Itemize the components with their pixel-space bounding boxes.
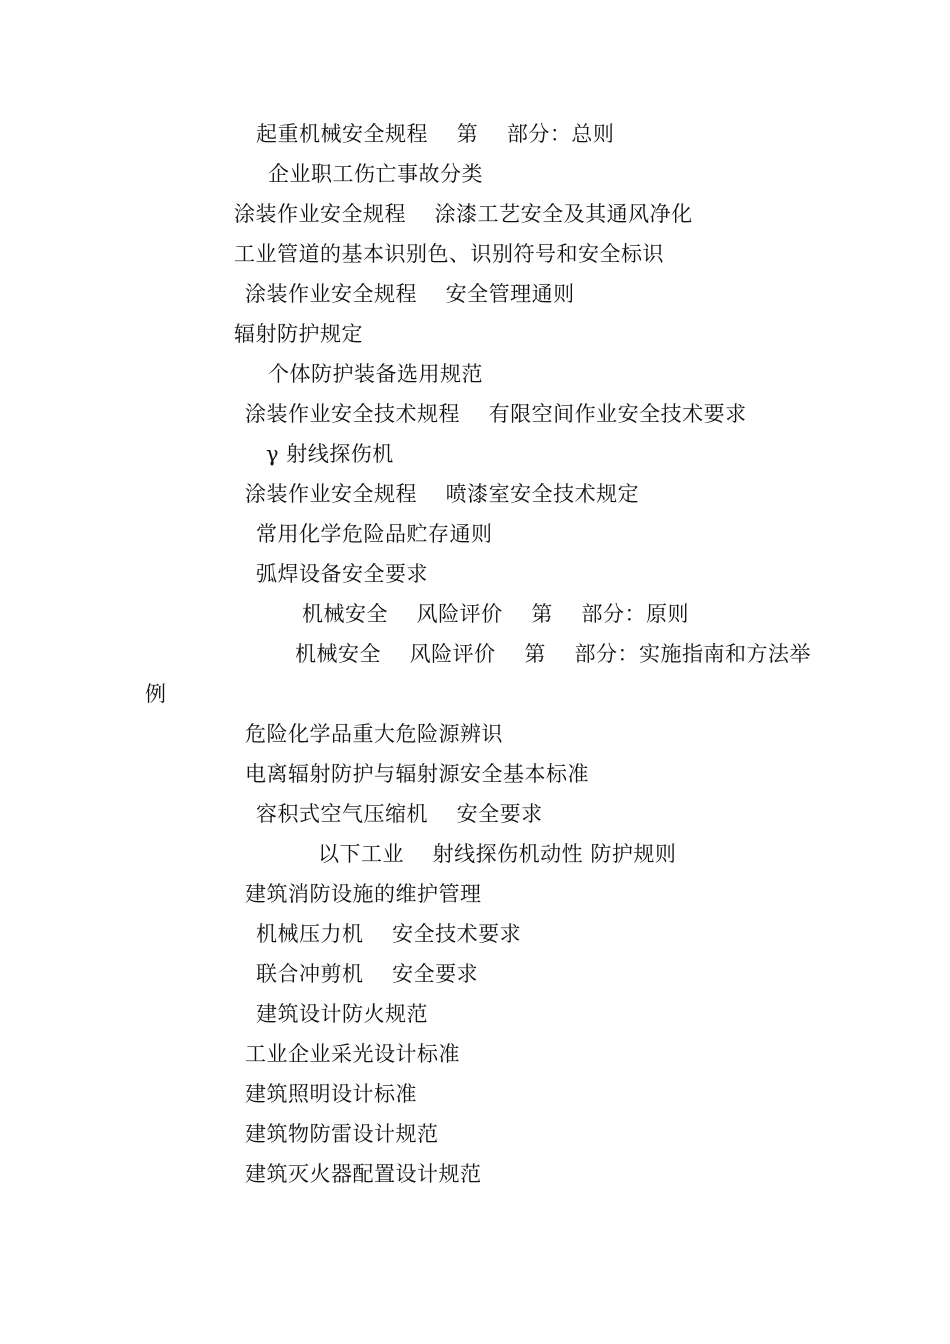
text-line-15: 例	[145, 682, 167, 706]
text-line-8: 涂装作业安全技术规程 有限空间作业安全技术要求	[245, 402, 747, 426]
text-line-27: 建筑灭火器配置设计规范	[245, 1162, 482, 1186]
text-line-4: 工业管道的基本识别色、识别符号和安全标识	[234, 242, 664, 266]
text-line-11: 常用化学危险品贮存通则	[256, 522, 493, 546]
text-line-21: 机械压力机 安全技术要求	[256, 922, 522, 946]
text-line-3: 涂装作业安全规程 涂漆工艺安全及其通风净化	[234, 202, 693, 226]
text-line-2: 企业职工伤亡事故分类	[268, 162, 483, 186]
text-line-9: γ 射线探伤机	[266, 442, 394, 466]
text-line-1: 起重机械安全规程 第 部分：总则	[256, 122, 615, 146]
text-line-25: 建筑照明设计标准	[245, 1082, 417, 1106]
text-line-26: 建筑物防雷设计规范	[245, 1122, 439, 1146]
text-line-6: 辐射防护规定	[234, 322, 363, 346]
text-line-13: 机械安全 风险评价 第 部分：原则	[302, 602, 690, 626]
text-line-20: 建筑消防设施的维护管理	[245, 882, 482, 906]
text-line-16: 危险化学品重大危险源辨识	[245, 722, 503, 746]
text-line-22: 联合冲剪机 安全要求	[256, 962, 479, 986]
text-line-17: 电离辐射防护与辐射源安全基本标准	[245, 762, 589, 786]
text-line-7: 个体防护装备选用规范	[268, 362, 483, 386]
text-line-10: 涂装作业安全规程 喷漆室安全技术规定	[245, 482, 640, 506]
text-line-12: 弧焊设备安全要求	[256, 562, 428, 586]
text-line-19: 以下工业 射线探伤机动性 防护规则	[318, 842, 677, 866]
text-line-18: 容积式空气压缩机 安全要求	[256, 802, 543, 826]
text-line-14: 机械安全 风险评价 第 部分：实施指南和方法举	[295, 642, 812, 666]
text-line-5: 涂装作业安全规程 安全管理通则	[245, 282, 575, 306]
text-line-23: 建筑设计防火规范	[256, 1002, 428, 1026]
text-line-24: 工业企业采光设计标准	[245, 1042, 460, 1066]
